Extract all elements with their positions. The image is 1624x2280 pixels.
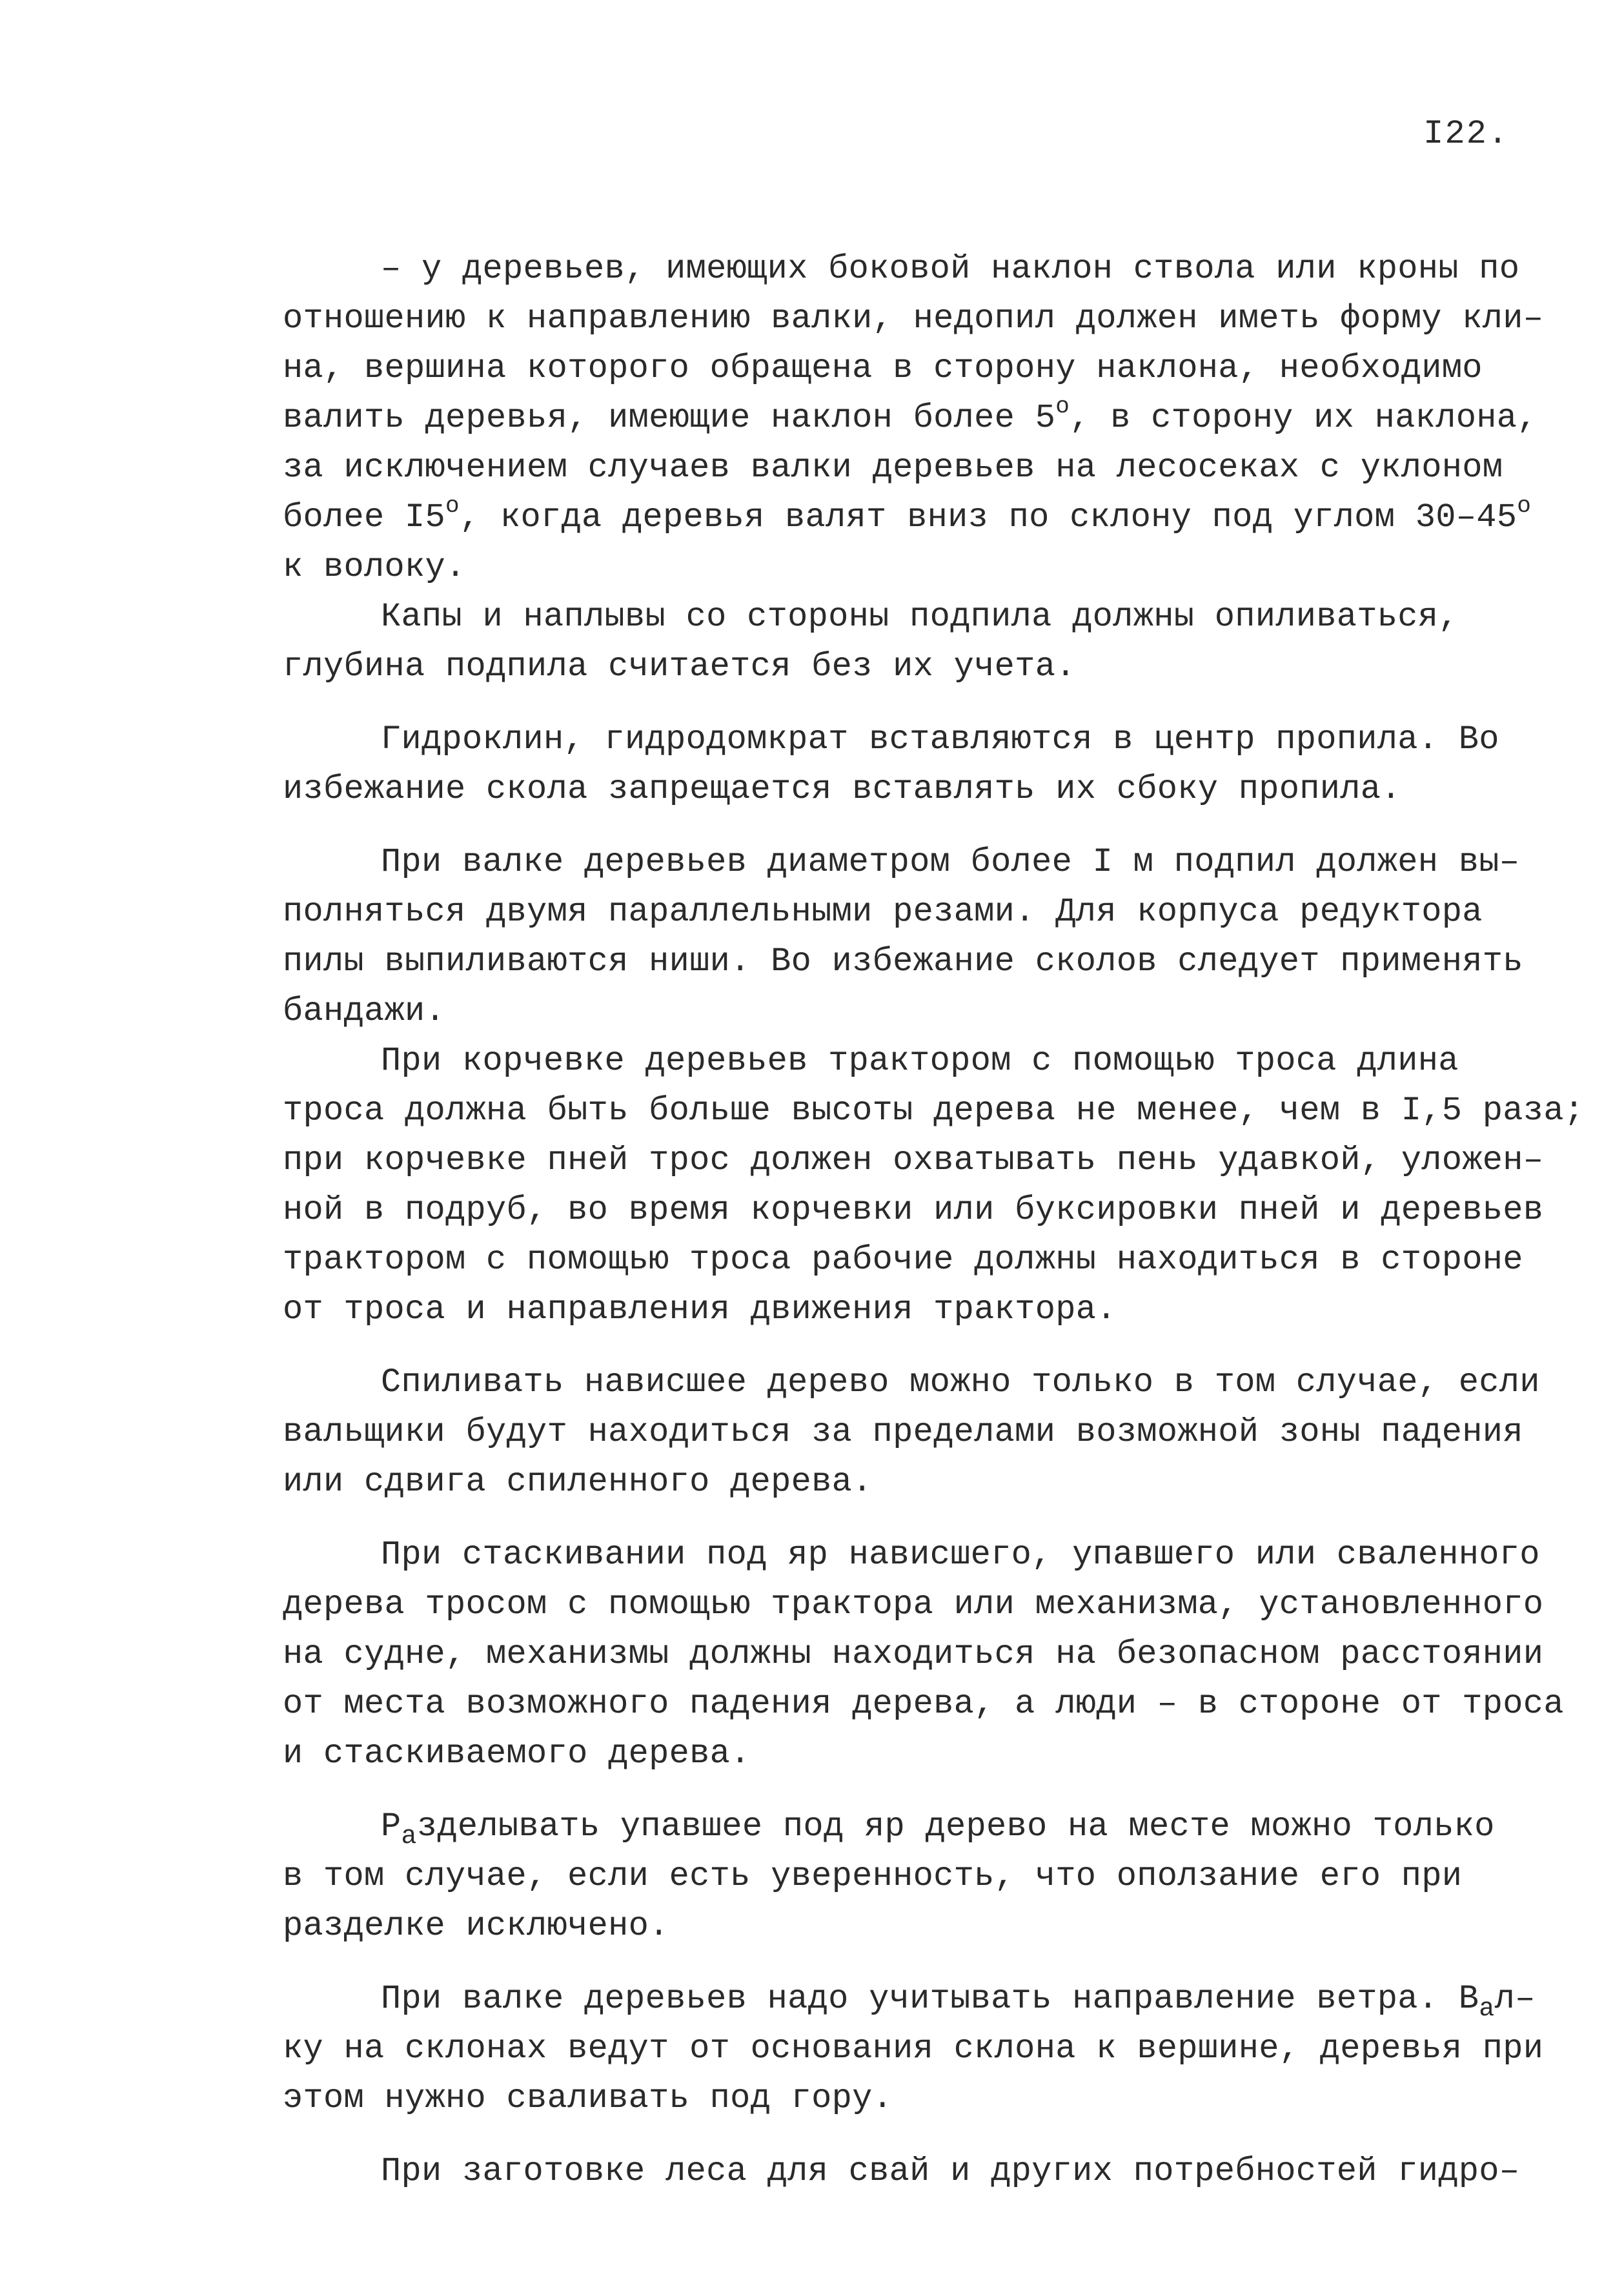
paragraph — [283, 244, 1561, 592]
text-line: к волоку. — [283, 548, 466, 586]
text-line: При валке деревьев надо учитывать направление ветра. $В_ал-$ — [381, 1980, 1536, 2024]
degree-superscript: о — [1055, 393, 1070, 420]
text-line: этом нужно сваливать под гору. — [283, 2079, 893, 2117]
text-line: от троса и направления движения трактора. — [283, 1290, 1117, 1328]
text-line: избежание скола запрещается вставлять их сбоку пропила. — [283, 770, 1401, 808]
text-line: При заготовке леса для свай и других потребностей гидро– — [381, 2152, 1520, 2190]
subscript-letter: а — [1479, 1995, 1495, 2024]
text-line: на судне, механизмы должны находиться на безопасном расстоянии — [283, 1635, 1544, 1673]
degree-superscript: о — [1517, 493, 1532, 519]
text-line: $Р_азделывать$ упавшее под яр дерево на месте можно только — [381, 1807, 1495, 1851]
text-line: пилы выпиливаются ниши. Во избежание сколов следует применять — [283, 942, 1523, 981]
degree-superscript: о — [445, 493, 460, 519]
paragraph — [283, 837, 1561, 1036]
text-line: При корчевке деревьев трактором с помощью троса длина — [381, 1042, 1459, 1080]
paragraph — [283, 2146, 1561, 2196]
paragraph — [283, 1036, 1585, 1334]
text-line: ку на склонах ведут от основания склона к вершине, деревья при — [283, 2030, 1544, 2068]
text-line: отношению к направлению валки, недопил должен иметь форму кли– — [283, 300, 1544, 338]
text-line: разделке исключено. — [283, 1907, 669, 1945]
text-line: Спиливать нависшее дерево можно только в том случае, если — [381, 1363, 1540, 1401]
text-line: и стаскиваемого дерева. — [283, 1735, 751, 1773]
paragraph — [283, 592, 1561, 691]
text-line: за исключением случаев валки деревьев на лесосеках с уклоном — [283, 449, 1503, 487]
paragraph — [283, 715, 1561, 814]
text-line: более $I5^о$, когда деревья валят вниз по склону под углом $30-45^о$ — [283, 493, 1532, 536]
body-text — [283, 244, 1585, 2196]
text-line: При стаскивании под яр нависшего, упавшего или сваленного — [381, 1536, 1540, 1574]
text-line: Гидроклин, гидродомкрат вставляются в центр пропила. Во — [381, 720, 1499, 758]
text-line: ной в подруб, во время корчевки или буксировки пней и деревьев — [283, 1191, 1544, 1229]
text-line: бандажи. — [283, 992, 446, 1030]
text-line: от места возможного падения дерева, а люди – в стороне от троса — [283, 1685, 1564, 1723]
paragraph — [283, 1358, 1561, 1507]
page-number: I22. — [1423, 115, 1509, 153]
text-line: на, вершина которого обращена в сторону наклона, необходимо — [283, 349, 1483, 387]
paragraph — [283, 1802, 1561, 1951]
text-line: дерева тросом с помощью трактора или механизма, установленного — [283, 1585, 1544, 1623]
text-line: глубина подпила считается без их учета. — [283, 647, 1076, 686]
text-line: или сдвига спиленного дерева. — [283, 1463, 873, 1501]
text-line: – у деревьев, имеющих боковой наклон ствола или кроны по — [381, 250, 1520, 288]
text-line: валить деревья, имеющие наклон более $5^о$, в сторону их наклона, — [283, 393, 1538, 437]
text-line: при корчевке пней трос должен охватывать пень удавкой, уложен– — [283, 1141, 1544, 1179]
paragraph — [283, 1530, 1564, 1778]
text-line: троса должна быть больше высоты дерева не менее, чем в I,5 раза; — [283, 1092, 1585, 1130]
text-line: в том случае, если есть уверенность, что оползание его при — [283, 1857, 1463, 1895]
paragraph — [283, 1974, 1561, 2123]
text-line: полняться двумя параллельными резами. Для корпуса редуктора — [283, 893, 1483, 931]
text-line: Капы и наплывы со стороны подпила должны опиливаться, — [381, 598, 1459, 636]
subscript-letter: а — [401, 1822, 417, 1851]
text-line: При валке деревьев диаметром более I м подпил должен вы– — [381, 843, 1520, 881]
text-line: трактором с помощью троса рабочие должны находиться в стороне — [283, 1241, 1523, 1279]
text-line: вальщики будут находиться за пределами возможной зоны падения — [283, 1413, 1523, 1451]
